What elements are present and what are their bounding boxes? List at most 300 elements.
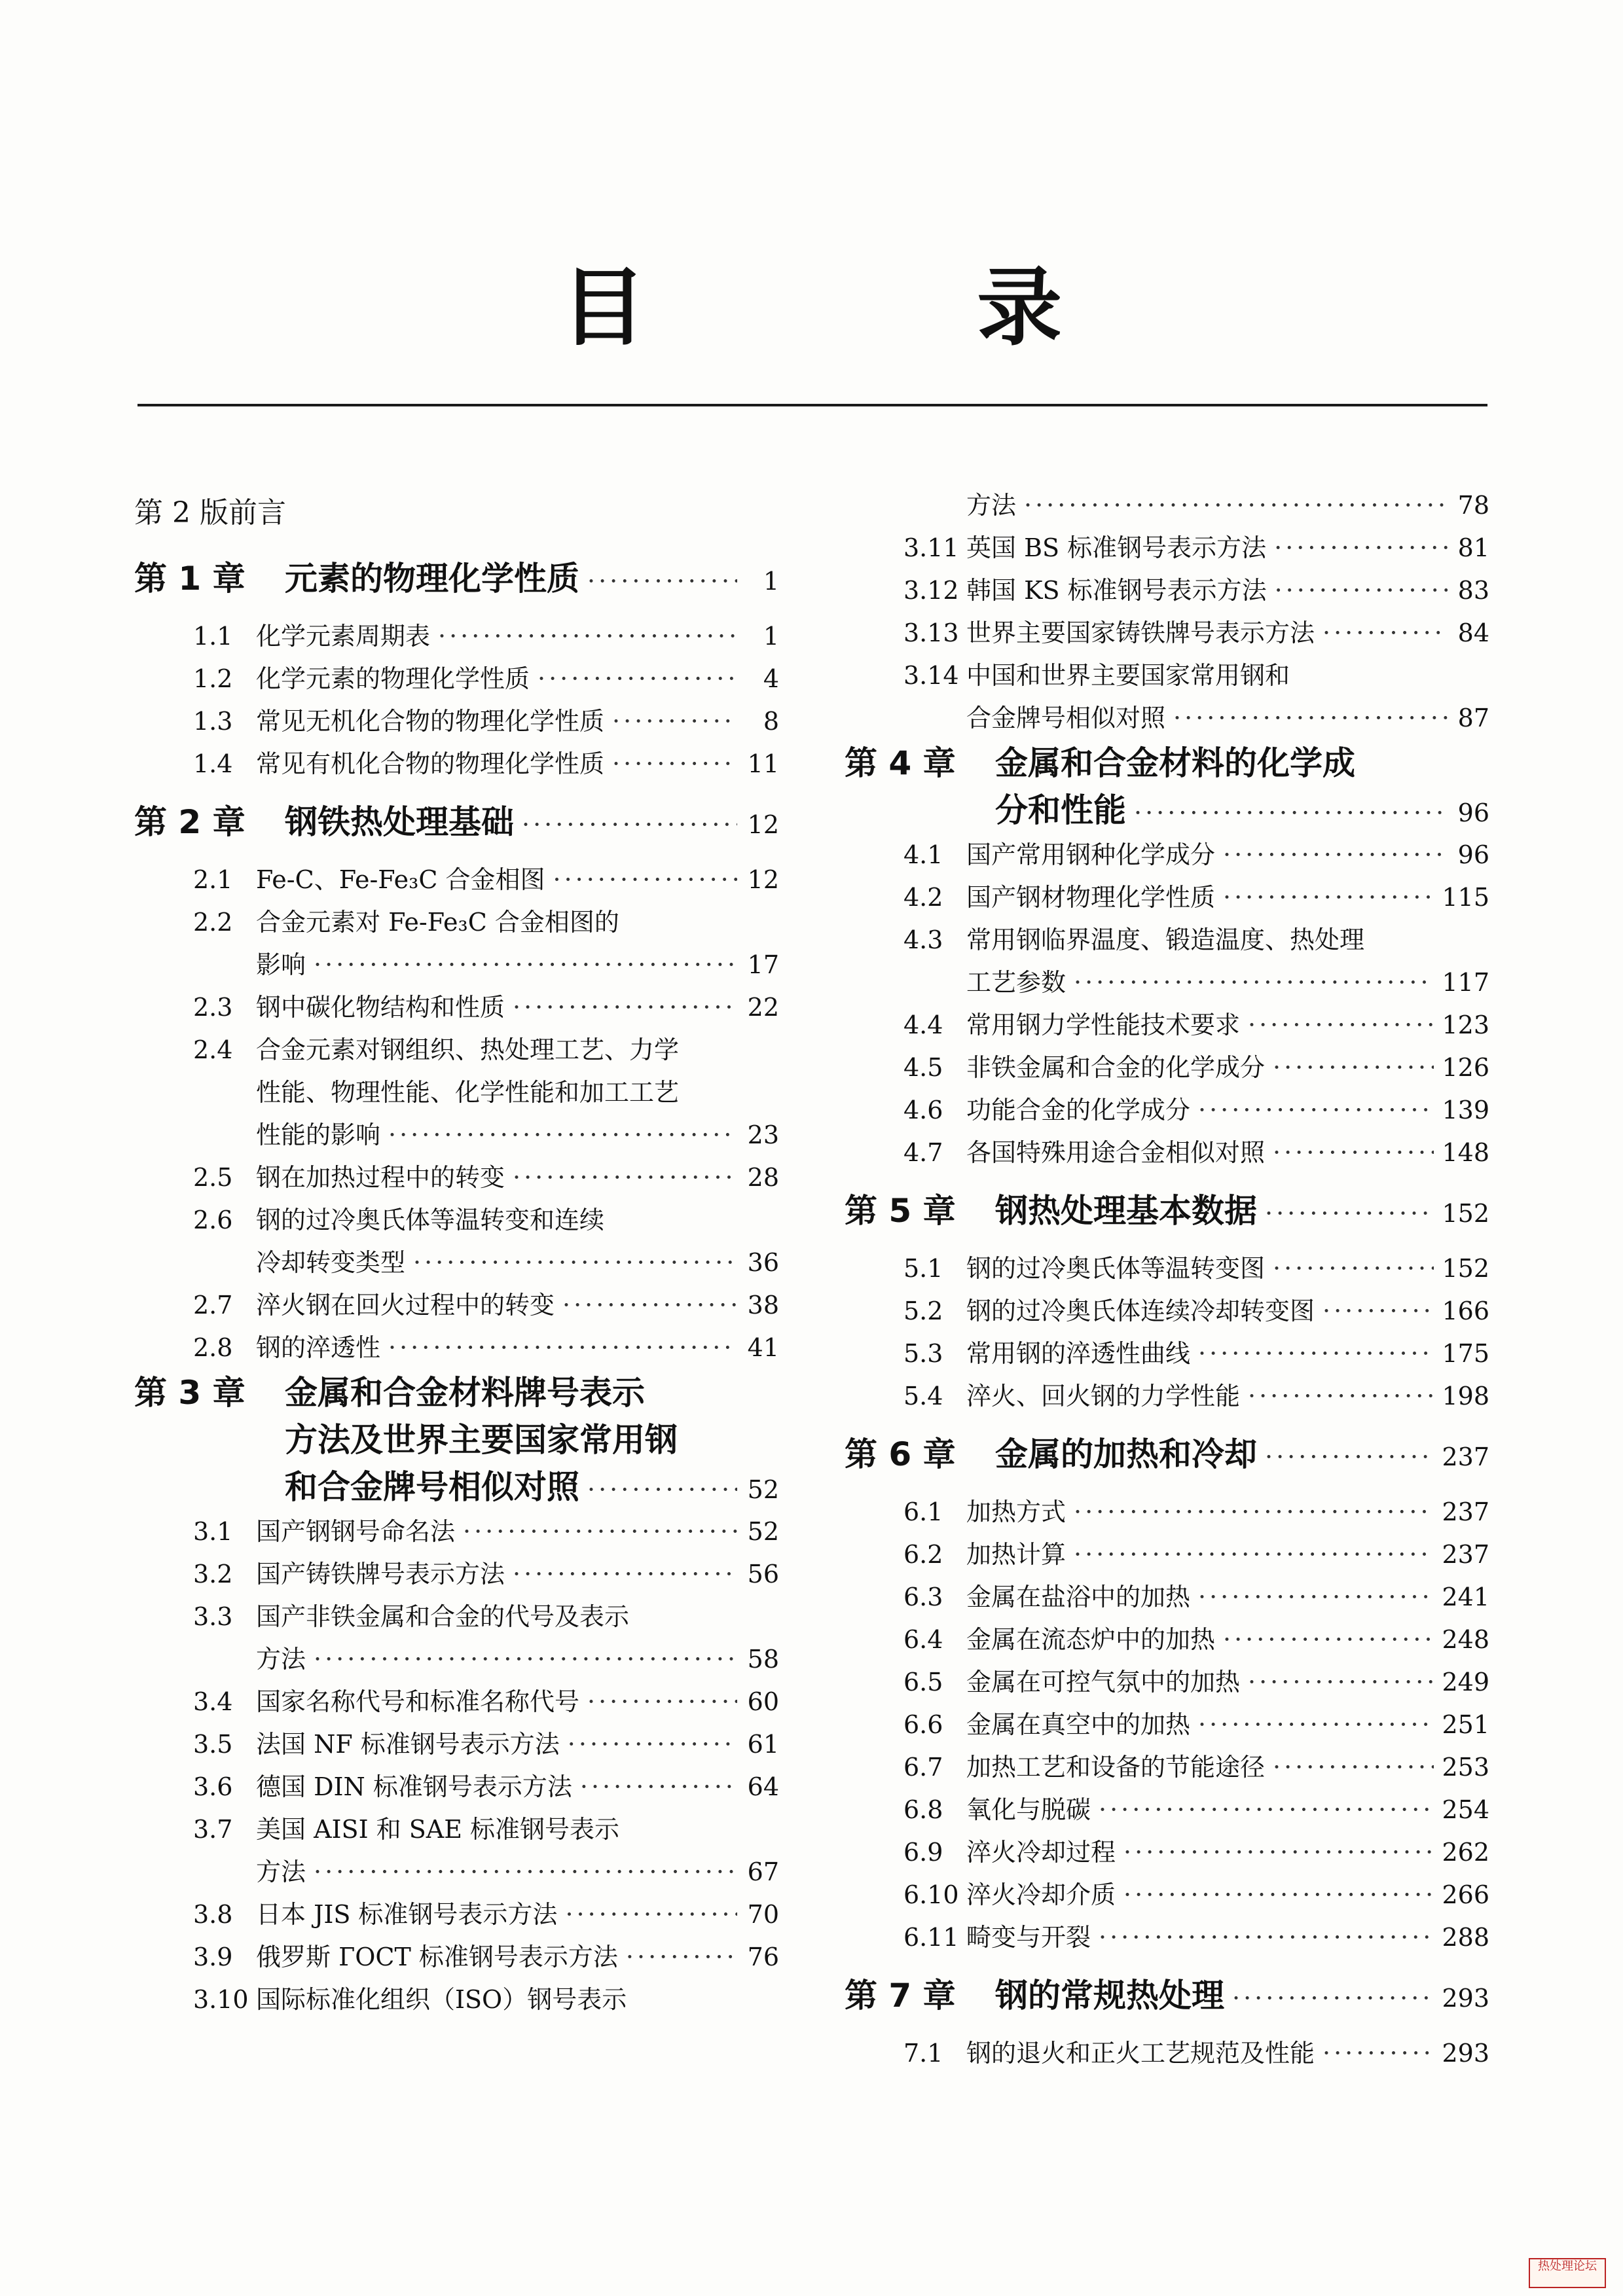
leader-dots xyxy=(1273,1132,1434,1174)
toc-title: 国产钢材物理化学性质 xyxy=(966,883,1216,912)
toc-entry[interactable] xyxy=(845,876,1489,919)
page-number: 237 xyxy=(1442,1498,1489,1526)
toc-title: 国产非铁金属和合金的代号及表示 xyxy=(256,1602,630,1631)
toc-number: 2.8 xyxy=(193,1333,233,1362)
toc-number: 6.2 xyxy=(903,1540,943,1569)
toc-number: 4.7 xyxy=(903,1138,943,1167)
leader-dots xyxy=(553,859,737,901)
toc-entry[interactable] xyxy=(845,1247,1489,1290)
page-number: 12 xyxy=(747,810,779,839)
page-number: 293 xyxy=(1442,1984,1489,2013)
toc-number: 6.10 xyxy=(903,1880,959,1909)
toc-number: 第 5 章 xyxy=(845,1192,956,1230)
toc-chapter-continuation[interactable] xyxy=(845,787,1489,834)
toc-title: 方法 xyxy=(966,491,1017,520)
leader-dots xyxy=(1198,1089,1434,1132)
toc-entry-continuation[interactable] xyxy=(845,484,1489,527)
page-number: 1 xyxy=(763,567,779,596)
toc-title: 钢的淬透性 xyxy=(256,1333,381,1362)
page-number: 293 xyxy=(1442,2039,1489,2068)
toc-title: 国产常用钢种化学成分 xyxy=(966,840,1216,869)
page-number: 83 xyxy=(1457,576,1489,605)
toc-title: 日本 JIS 标准钢号表示方法 xyxy=(256,1900,558,1929)
page-number: 38 xyxy=(747,1291,779,1319)
toc-number: 1.1 xyxy=(193,622,233,651)
toc-title: 国家名称代号和标准名称代号 xyxy=(256,1687,580,1716)
toc-number: 5.3 xyxy=(903,1339,943,1368)
leader-dots xyxy=(587,545,737,615)
toc-entry[interactable] xyxy=(845,1047,1489,1089)
toc-entry-continuation[interactable] xyxy=(134,1851,779,1893)
toc-entry[interactable] xyxy=(134,1553,779,1596)
toc-entry[interactable] xyxy=(845,834,1489,876)
leader-dots xyxy=(314,1851,737,1893)
page-number: 96 xyxy=(1457,840,1489,869)
toc-number: 5.2 xyxy=(903,1297,943,1325)
toc-entry-continuation[interactable] xyxy=(134,1114,779,1157)
toc-title: 金属在可控气氛中的加热 xyxy=(966,1668,1241,1696)
page-number: 52 xyxy=(747,1475,779,1504)
leader-dots xyxy=(1265,1177,1434,1247)
page-number: 58 xyxy=(747,1645,779,1674)
page-number: 249 xyxy=(1442,1668,1489,1696)
toc-chapter[interactable] xyxy=(134,542,779,615)
page-number: 52 xyxy=(747,1517,779,1546)
toc-entry[interactable] xyxy=(845,1874,1489,1916)
toc-number: 6.6 xyxy=(903,1710,943,1739)
toc-title: 常见有机化合物的物理化学性质 xyxy=(256,749,605,778)
toc-entry[interactable] xyxy=(134,1681,779,1723)
toc-entry[interactable] xyxy=(845,1661,1489,1704)
leader-dots xyxy=(513,1157,737,1199)
leader-dots xyxy=(513,986,737,1029)
toc-number: 5.1 xyxy=(903,1254,943,1283)
toc-title: 淬火钢在回火过程中的转变 xyxy=(256,1291,555,1319)
toc-number: 5.4 xyxy=(903,1382,943,1410)
page-title: 目 录 xyxy=(560,258,1213,357)
page-number: 87 xyxy=(1457,704,1489,732)
leader-dots xyxy=(1099,1916,1434,1959)
toc-number: 3.4 xyxy=(193,1687,233,1716)
toc-entry[interactable] xyxy=(845,569,1489,612)
toc-number: 6.9 xyxy=(903,1838,943,1867)
toc-title: 方法及世界主要国家常用钢 xyxy=(285,1421,678,1459)
leader-dots xyxy=(1248,1661,1434,1704)
toc-number: 2.1 xyxy=(193,865,233,894)
toc-title: 氧化与脱碳 xyxy=(966,1795,1091,1824)
toc-number: 1.3 xyxy=(193,707,233,736)
leader-dots xyxy=(1074,1534,1434,1576)
toc-number: 3.12 xyxy=(903,576,959,605)
toc-title: 金属的加热和冷却 xyxy=(995,1435,1257,1473)
toc-entry[interactable] xyxy=(134,1511,779,1553)
toc-entry[interactable] xyxy=(845,1789,1489,1831)
toc-number: 3.11 xyxy=(903,533,959,562)
page-number: 41 xyxy=(747,1333,779,1362)
page-number: 253 xyxy=(1442,1753,1489,1782)
toc-title: 钢的退火和正火工艺规范及性能 xyxy=(966,2039,1315,2068)
toc-title: 法国 NF 标准钢号表示方法 xyxy=(256,1730,560,1759)
leader-dots xyxy=(1099,1789,1434,1831)
toc-entry[interactable] xyxy=(134,1979,779,2021)
leader-dots xyxy=(1265,1420,1434,1491)
toc-number: 2.3 xyxy=(193,993,233,1022)
leader-dots xyxy=(1322,1290,1434,1333)
leader-dots xyxy=(1274,527,1448,569)
leader-dots xyxy=(1198,1704,1434,1746)
page-number: 115 xyxy=(1442,883,1489,912)
page-number: 123 xyxy=(1442,1011,1489,1039)
toc-entry[interactable] xyxy=(134,1766,779,1808)
toc-title: 常见无机化合物的物理化学性质 xyxy=(256,707,605,736)
leader-dots xyxy=(388,1327,737,1369)
leader-dots xyxy=(538,658,737,700)
page-number: 152 xyxy=(1442,1254,1489,1283)
toc-entry[interactable] xyxy=(134,658,779,700)
toc-number: 3.10 xyxy=(193,1985,249,2014)
toc-number: 4.3 xyxy=(903,925,943,954)
toc-title: 俄罗斯 ГОСТ 标准钢号表示方法 xyxy=(256,1943,618,1971)
toc-title: 方法 xyxy=(256,1857,306,1886)
toc-title: 常用钢的淬透性曲线 xyxy=(966,1339,1191,1368)
toc-left-column xyxy=(134,484,779,2021)
toc-title: 韩国 KS 标准钢号表示方法 xyxy=(966,576,1267,605)
toc-title: Fe-C、Fe-Fe₃C 合金相图 xyxy=(256,865,545,894)
toc-title: 元素的物理化学性质 xyxy=(285,560,579,598)
toc-entry[interactable] xyxy=(134,1199,779,1242)
page-number: 237 xyxy=(1442,1443,1489,1471)
leader-dots xyxy=(1232,1962,1434,2032)
toc-chapter[interactable] xyxy=(845,1418,1489,1491)
leader-dots xyxy=(522,788,737,859)
toc-title: 性能的影响 xyxy=(256,1121,381,1149)
page-number: 60 xyxy=(747,1687,779,1716)
toc-number: 3.1 xyxy=(193,1517,233,1546)
toc-entry-continuation[interactable] xyxy=(845,961,1489,1004)
toc-title: 淬火冷却过程 xyxy=(966,1838,1116,1867)
toc-title: 钢热处理基本数据 xyxy=(995,1192,1257,1230)
toc-number: 6.3 xyxy=(903,1583,943,1611)
toc-title: 金属和合金材料的化学成 xyxy=(995,744,1355,782)
toc-number: 2.7 xyxy=(193,1291,233,1319)
toc-entry[interactable] xyxy=(134,1327,779,1369)
toc-title: 各国特殊用途合金相似对照 xyxy=(966,1138,1266,1167)
toc-number: 第 3 章 xyxy=(134,1374,246,1412)
leader-dots xyxy=(562,1284,737,1327)
toc-title: 钢的过冷奥氏体等温转变和连续 xyxy=(256,1206,605,1234)
toc-title: 合金元素对 Fe-Fe₃C 合金相图的 xyxy=(256,908,619,937)
toc-entry[interactable] xyxy=(845,1576,1489,1619)
leader-dots xyxy=(314,944,737,986)
toc-number: 第 7 章 xyxy=(845,1977,956,2015)
toc-number: 1.2 xyxy=(193,664,233,693)
toc-preface[interactable] xyxy=(134,484,779,542)
toc-title: 钢铁热处理基础 xyxy=(285,803,514,841)
toc-title: 钢的过冷奥氏体等温转变图 xyxy=(966,1254,1266,1283)
toc-number: 2.5 xyxy=(193,1163,233,1192)
page-number: 17 xyxy=(747,950,779,979)
toc-chapter[interactable] xyxy=(134,1369,779,1416)
toc-number: 2.2 xyxy=(193,908,233,937)
toc-entry[interactable] xyxy=(845,1534,1489,1576)
toc-title: 和合金牌号相似对照 xyxy=(285,1468,579,1506)
toc-number: 第 4 章 xyxy=(845,744,956,782)
toc-title: 钢的常规热处理 xyxy=(995,1977,1224,2015)
toc-entry[interactable] xyxy=(845,1831,1489,1874)
leader-dots xyxy=(1074,961,1434,1004)
leader-dots xyxy=(438,615,737,658)
page-number: 28 xyxy=(747,1163,779,1192)
toc-entry[interactable] xyxy=(134,1893,779,1936)
toc-title: 化学元素周期表 xyxy=(256,622,431,651)
page-number: 241 xyxy=(1442,1583,1489,1611)
leader-dots xyxy=(1134,789,1448,834)
toc-entry[interactable] xyxy=(845,612,1489,655)
leader-dots xyxy=(513,1553,737,1596)
page-number: 139 xyxy=(1442,1096,1489,1124)
page-number: 166 xyxy=(1442,1297,1489,1325)
toc-number: 6.5 xyxy=(903,1668,943,1696)
toc-entry[interactable] xyxy=(845,1746,1489,1789)
toc-entry[interactable] xyxy=(845,2032,1489,2075)
page-number: 76 xyxy=(747,1943,779,1971)
toc-title: 加热计算 xyxy=(966,1540,1067,1569)
toc-title: 常用钢临界温度、锻造温度、热处理 xyxy=(966,925,1365,954)
page-number: 262 xyxy=(1442,1838,1489,1867)
toc-chapter[interactable] xyxy=(845,1959,1489,2032)
toc-entry-continuation[interactable] xyxy=(845,697,1489,740)
leader-dots xyxy=(1123,1831,1434,1874)
toc-chapter[interactable] xyxy=(845,1174,1489,1247)
toc-title: 分和性能 xyxy=(995,791,1126,829)
leader-dots xyxy=(1173,697,1448,740)
toc-number: 4.4 xyxy=(903,1011,943,1039)
toc-entry[interactable] xyxy=(134,1936,779,1979)
toc-title: 性能、物理性能、化学性能和加工工艺 xyxy=(256,1078,680,1107)
toc-entry[interactable] xyxy=(845,919,1489,961)
page-number: 175 xyxy=(1442,1339,1489,1368)
toc-entry[interactable] xyxy=(845,1290,1489,1333)
toc-entry[interactable] xyxy=(845,1375,1489,1418)
page-number: 237 xyxy=(1442,1540,1489,1569)
toc-title: 德国 DIN 标准钢号表示方法 xyxy=(256,1772,572,1801)
page-number: 78 xyxy=(1457,491,1489,520)
leader-dots xyxy=(587,1681,737,1723)
page-number: 84 xyxy=(1457,619,1489,647)
toc-title: 国产钢钢号命名法 xyxy=(256,1517,456,1546)
toc-title: 金属在流态炉中的加热 xyxy=(966,1625,1216,1654)
toc-number: 6.11 xyxy=(903,1923,959,1952)
toc-title: 方法 xyxy=(256,1645,306,1674)
toc-title: 钢中碳化物结构和性质 xyxy=(256,993,505,1022)
leader-dots xyxy=(587,1466,737,1511)
leader-dots xyxy=(1198,1333,1434,1375)
page-number: 12 xyxy=(747,865,779,894)
page-number: 126 xyxy=(1442,1053,1489,1082)
toc-chapter[interactable] xyxy=(134,785,779,859)
toc-number: 3.14 xyxy=(903,661,959,690)
toc-entry[interactable] xyxy=(134,859,779,901)
toc-entry[interactable] xyxy=(134,1284,779,1327)
toc-title: 中国和世界主要国家常用钢和 xyxy=(966,661,1290,690)
page-number: 198 xyxy=(1442,1382,1489,1410)
toc-entry[interactable] xyxy=(134,743,779,785)
toc-number: 4.6 xyxy=(903,1096,943,1124)
toc-entry[interactable] xyxy=(134,901,779,944)
page-number: 64 xyxy=(747,1772,779,1801)
toc-entry[interactable] xyxy=(845,1916,1489,1959)
toc-number: 4.5 xyxy=(903,1053,943,1082)
toc-title: 冷却转变类型 xyxy=(256,1248,406,1277)
leader-dots xyxy=(1123,1874,1434,1916)
leader-dots xyxy=(1074,1491,1434,1534)
leader-dots xyxy=(612,700,737,743)
toc-entry[interactable] xyxy=(134,1808,779,1851)
toc-number: 3.7 xyxy=(193,1815,233,1844)
leader-dots xyxy=(388,1114,737,1157)
toc-title: 影响 xyxy=(256,950,306,979)
toc-title: 美国 AISI 和 SAE 标准钢号表示 xyxy=(256,1815,620,1844)
leader-dots xyxy=(1024,484,1448,527)
toc-title: 世界主要国家铸铁牌号表示方法 xyxy=(966,619,1315,647)
leader-dots xyxy=(463,1511,737,1553)
toc-entry-continuation[interactable] xyxy=(134,1242,779,1284)
page-number: 36 xyxy=(747,1248,779,1277)
toc-number: 3.8 xyxy=(193,1900,233,1929)
toc-title: 国产铸铁牌号表示方法 xyxy=(256,1560,505,1588)
leader-dots xyxy=(1223,876,1434,919)
toc-title: 加热方式 xyxy=(966,1498,1067,1526)
leader-dots xyxy=(413,1242,737,1284)
toc-title: 钢的过冷奥氏体连续冷却转变图 xyxy=(966,1297,1315,1325)
toc-title: 国际标准化组织（ISO）钢号表示 xyxy=(256,1985,627,2014)
leader-dots xyxy=(1248,1375,1434,1418)
toc-number: 6.4 xyxy=(903,1625,943,1654)
toc-entry[interactable] xyxy=(845,1704,1489,1746)
page-number: 70 xyxy=(747,1900,779,1929)
toc-number: 3.5 xyxy=(193,1730,233,1759)
leader-dots xyxy=(1322,612,1448,655)
toc-entry[interactable] xyxy=(845,655,1489,697)
toc-chapter[interactable] xyxy=(845,740,1489,787)
leader-dots xyxy=(1223,1619,1434,1661)
toc-number: 第 6 章 xyxy=(845,1435,956,1473)
toc-number: 3.2 xyxy=(193,1560,233,1588)
toc-title: 功能合金的化学成分 xyxy=(966,1096,1191,1124)
page-number: 1 xyxy=(763,622,779,651)
page-number: 61 xyxy=(747,1730,779,1759)
page-number: 81 xyxy=(1457,533,1489,562)
page-number: 96 xyxy=(1457,798,1489,827)
toc-entry-continuation[interactable] xyxy=(134,1638,779,1681)
leader-dots xyxy=(1198,1576,1434,1619)
toc-number: 6.1 xyxy=(903,1498,943,1526)
leader-dots xyxy=(1273,1047,1434,1089)
toc-entry[interactable] xyxy=(845,1619,1489,1661)
toc-entry[interactable] xyxy=(134,1029,779,1071)
toc-number: 3.6 xyxy=(193,1772,233,1801)
leader-dots xyxy=(1273,1247,1434,1290)
toc-title: 钢在加热过程中的转变 xyxy=(256,1163,505,1192)
leader-dots xyxy=(1322,2032,1434,2075)
toc-number: 3.3 xyxy=(193,1602,233,1631)
leader-dots xyxy=(612,743,737,785)
toc-title: 金属和合金材料牌号表示 xyxy=(285,1374,645,1412)
page-number: 4 xyxy=(763,664,779,693)
page-number: 117 xyxy=(1442,968,1489,997)
toc-title: 非铁金属和合金的化学成分 xyxy=(966,1053,1266,1082)
toc-entry-continuation[interactable] xyxy=(134,1071,779,1114)
toc-number: 第 2 章 xyxy=(134,803,246,841)
toc-title: 淬火、回火钢的力学性能 xyxy=(966,1382,1241,1410)
toc-number: 2.4 xyxy=(193,1035,233,1064)
page-number: 148 xyxy=(1442,1138,1489,1167)
leader-dots xyxy=(314,1638,737,1681)
toc-title: 常用钢力学性能技术要求 xyxy=(966,1011,1241,1039)
toc-title: 合金牌号相似对照 xyxy=(966,704,1166,732)
watermark-stamp: 热处理论坛 xyxy=(1529,2258,1606,2288)
toc-entry-continuation[interactable] xyxy=(134,944,779,986)
page-number: 248 xyxy=(1442,1625,1489,1654)
toc-number: 第 1 章 xyxy=(134,560,246,598)
toc-title: 工艺参数 xyxy=(966,968,1067,997)
toc-entry[interactable] xyxy=(845,527,1489,569)
page-number: 23 xyxy=(747,1121,779,1149)
leader-dots xyxy=(626,1936,737,1979)
leader-dots xyxy=(1273,1746,1434,1789)
toc-number: 3.9 xyxy=(193,1943,233,1971)
toc-entry[interactable] xyxy=(134,700,779,743)
leader-dots xyxy=(1275,569,1448,612)
toc-number: 6.7 xyxy=(903,1753,943,1782)
toc-entry[interactable] xyxy=(845,1089,1489,1132)
leader-dots xyxy=(1223,834,1448,876)
toc-title: 金属在盐浴中的加热 xyxy=(966,1583,1191,1611)
toc-number: 6.8 xyxy=(903,1795,943,1824)
toc-entry[interactable] xyxy=(134,1596,779,1638)
page-number: 266 xyxy=(1442,1880,1489,1909)
toc-number: 7.1 xyxy=(903,2039,943,2068)
leader-dots xyxy=(1248,1004,1434,1047)
toc-entry[interactable] xyxy=(134,1723,779,1766)
toc-entry[interactable] xyxy=(845,1132,1489,1174)
toc-chapter-continuation[interactable] xyxy=(134,1463,779,1511)
page-number: 288 xyxy=(1442,1923,1489,1952)
toc-title: 化学元素的物理化学性质 xyxy=(256,664,530,693)
toc-number: 2.6 xyxy=(193,1206,233,1234)
leader-dots xyxy=(568,1723,737,1766)
toc-entry[interactable] xyxy=(845,1004,1489,1047)
toc-title: 加热工艺和设备的节能途径 xyxy=(966,1753,1266,1782)
page-number: 22 xyxy=(747,993,779,1022)
toc-title: 英国 BS 标准钢号表示方法 xyxy=(966,533,1267,562)
page-number: 56 xyxy=(747,1560,779,1588)
toc-entry[interactable] xyxy=(845,1491,1489,1534)
leader-dots xyxy=(580,1766,737,1808)
toc-title: 合金元素对钢组织、热处理工艺、力学 xyxy=(256,1035,680,1064)
toc-entry[interactable] xyxy=(134,615,779,658)
toc-entry[interactable] xyxy=(845,1333,1489,1375)
page-number: 11 xyxy=(747,749,779,778)
toc-entry[interactable] xyxy=(134,986,779,1029)
toc-number: 3.13 xyxy=(903,619,959,647)
toc-number: 4.1 xyxy=(903,840,943,869)
toc-entry[interactable] xyxy=(134,1157,779,1199)
page-number: 8 xyxy=(763,707,779,736)
toc-chapter-continuation[interactable] xyxy=(134,1416,779,1463)
toc-title: 金属在真空中的加热 xyxy=(966,1710,1191,1739)
toc-number: 4.2 xyxy=(903,883,943,912)
